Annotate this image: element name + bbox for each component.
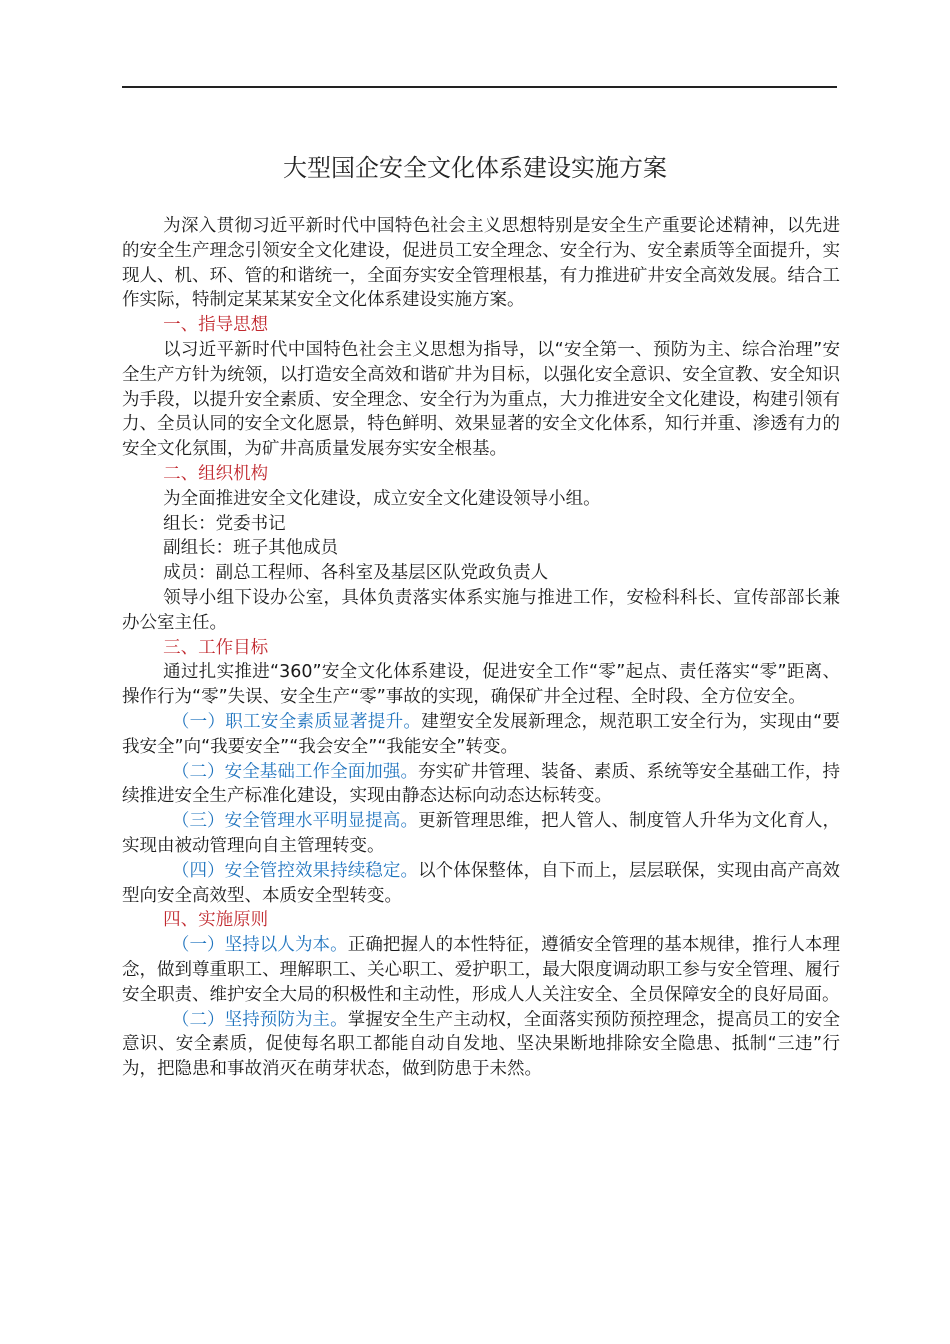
goal-item [122,710,840,760]
goal-item-lead: （三）安全管理水平明显提高。 [171,811,419,832]
section-heading: 四、实施原则 [163,910,269,931]
principle-item-lead: （一）坚持以人为本。 [171,935,348,956]
principle-item-text: 掌握安全生产主动权，全面落实预防预控理念，提高员工的安全意识、安全素质，促使每名职工都能自动自发地、坚决果断地排除安全隐患、抵制“三违”行为，把隐患和事故消灭在萌芽状态，做到防患于未然。 [122,1009,841,1080]
principle-item [122,1008,840,1082]
paragraph: 组长：党委书记 [163,513,286,534]
principle-item-lead: （二）坚持预防为主。 [171,1009,348,1030]
section-heading: 二、组织机构 [163,463,269,484]
paragraph: 领导小组下设办公室，具体负责落实体系实施与推进工作，安检科科长、宣传部部长兼办公室主任。 [122,587,840,633]
goal-item [122,859,840,909]
goal-item [122,760,840,810]
goal-item-lead: （四）安全管控效果持续稳定。 [171,860,419,881]
paragraph: 以习近平新时代中国特色社会主义思想为指导，以“安全第一、预防为主、综合治理”安全生产方针为统领，以打造安全高效和谐矿井为目标，以强化安全意识、安全宣教、安全知识为手段，以提升安全素质、安全理念、安全行为为重点，大力推进安全文化建设，构建引领有力、全员认同的安全文化愿景，特色鲜明、效果显著的安全文化体系，知行并重、渗透有力的安全文化氛围，为矿井高质量发展夯实安全根基。 [122,339,840,460]
document-title: 大型国企安全文化体系建设实施方案 [283,154,667,182]
goal-item-text: 以个体保整体，自下而上，层层联保，实现由高产高效型向安全高效型、本质安全型转变。 [122,860,841,906]
section-heading: 一、指导思想 [163,315,269,336]
paragraph: 通过扎实推进“360”安全文化体系建设，促进安全工作“零”起点、责任落实“零”距离、操作行为“零”失误、安全生产“零”事故的实现，确保矿井全过程、全时段、全方位安全。 [122,662,840,708]
goal-item-lead: （二）安全基础工作全面加强。 [171,761,419,782]
paragraph: 成员：副总工程师、各科室及基层区队党政负责人 [163,563,549,584]
section-heading: 三、工作目标 [163,637,269,658]
goal-item-text: 夯实矿井管理、装备、素质、系统等安全基础工作，持续推进安全生产标准化建设，实现由静态达标向动态达标转变。 [122,761,841,807]
goal-item-lead: （一）职工安全素质显著提升。 [171,711,422,732]
intro-paragraph: 为深入贯彻习近平新时代中国特色社会主义思想特别是安全生产重要论述精神，以先进的安全生产理念引领安全文化建设，促进员工安全理念、安全行为、安全素质等全面提升，实现人、机、环、管的和谐统一，全面夯实安全管理根基，有力推进矿井安全高效发展。结合工作实际，特制定某某某安全文化体系建设实施方案。 [122,216,840,311]
goal-item-text: 更新管理思维，把人管人、制度管人升华为文化育人，实现由被动管理向自主管理转变。 [122,811,841,856]
goal-item-text: 建塑安全发展新理念，规范职工安全行为，实现由“要我安全”向“我要安全”“我会安全”“我能安全”转变。 [122,711,840,757]
principle-item [122,933,840,1007]
paragraph: 副组长：班子其他成员 [163,538,339,559]
principle-item-text: 正确把握人的本性特征，遵循安全管理的基本规律，推行人本理念，做到尊重职工、理解职工、关心职工、爱护职工，最大限度调动职工参与安全管理、履行安全职责、维护安全大局的积极性和主动性，形成人人关注安全、全员保障安全的良好局面。 [122,935,841,1005]
document-body [122,214,840,1082]
goal-item [122,809,840,859]
header-rule [122,86,837,88]
paragraph: 为全面推进安全文化建设，成立安全文化建设领导小组。 [163,488,601,509]
